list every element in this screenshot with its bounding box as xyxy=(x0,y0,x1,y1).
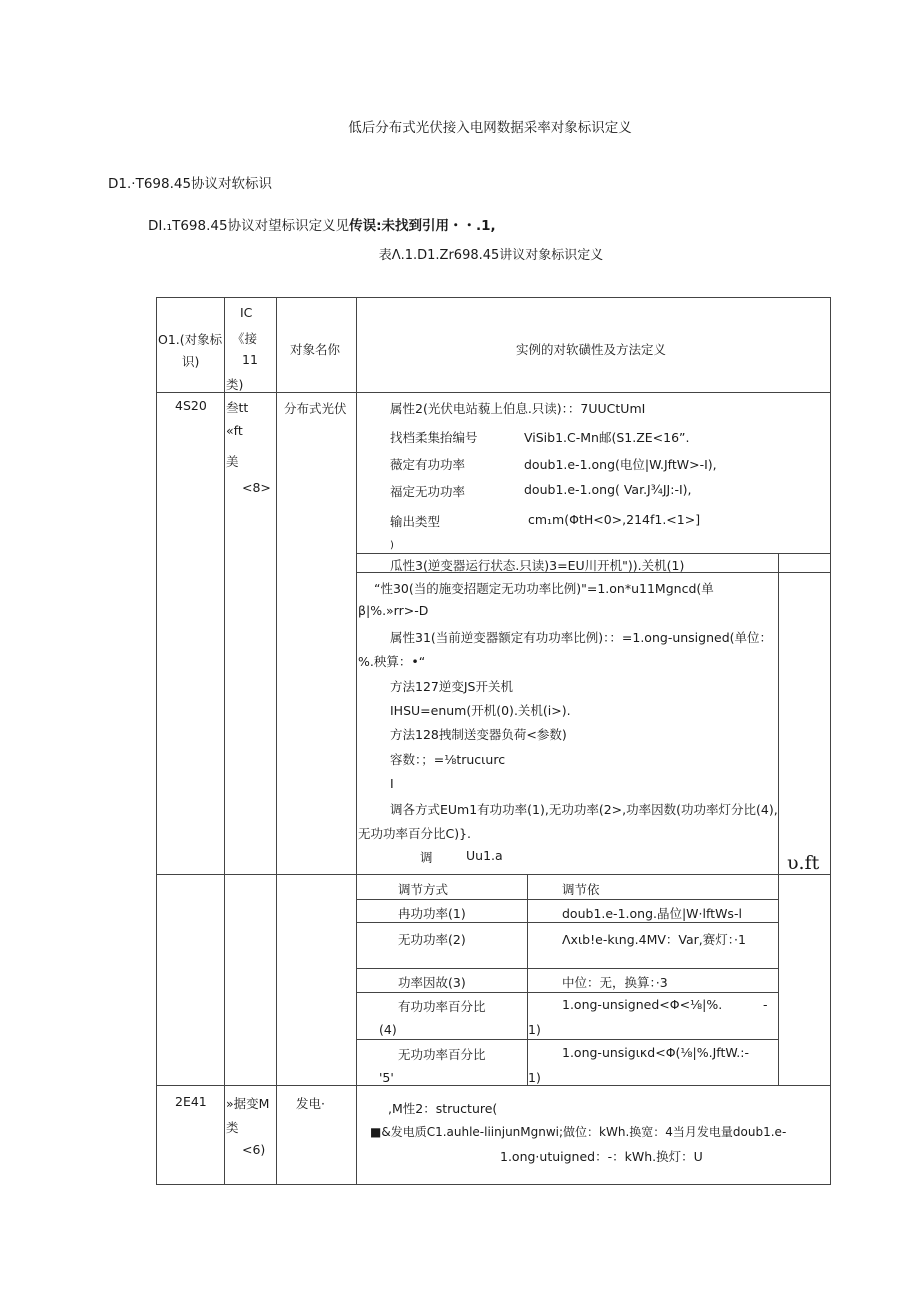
table-border-right xyxy=(830,297,831,1185)
page-title: 低后分布式光伏接入电网数据采率对象标识定义 xyxy=(348,120,632,136)
row2-ic-line1: »据变M xyxy=(226,1096,270,1111)
row1-ic-line4: <8> xyxy=(242,480,271,495)
subtable-method: 功率因故(3) xyxy=(398,975,466,990)
section-heading: D1.·T698.45协议对软标识 xyxy=(108,176,273,192)
subtable-method: 无功功率百分比 xyxy=(398,1047,486,1062)
subtable-rule-4 xyxy=(356,992,778,993)
header-oi-line2: 识) xyxy=(182,354,200,369)
attr3-top-rule xyxy=(356,553,831,554)
reference-error: 传误:未找到引用・・.1, xyxy=(349,218,496,234)
table-border-top xyxy=(156,297,831,298)
subtable-method: 无功功率(2) xyxy=(398,932,466,947)
subtable-value: 1.ong-unsigned<Φ<⅛|%. xyxy=(562,997,723,1012)
row2-oi: 2E41 xyxy=(175,1094,207,1109)
subtable-rule-2 xyxy=(356,922,778,923)
detail-line: 容数：；=⅛trucιurc xyxy=(390,752,506,767)
side-col-top xyxy=(778,553,779,573)
header-definition: 实例的对软磺性及方法定义 xyxy=(516,342,667,357)
adjust-value: Uu1.a xyxy=(466,848,503,863)
detail-line: 调各方式EUm1有功功率(1),无功功率(2>,功率因数(功功率灯分比(4), xyxy=(390,802,778,817)
header-oi-line1: O1.(对象标 xyxy=(158,332,223,347)
subtable-value-end: - xyxy=(763,997,768,1012)
row1-attr3: 瓜性3(逆变器运行状态.只读)3=EU川开机")).关机(1) xyxy=(390,558,685,573)
subtable-method: 有功功率百分比 xyxy=(398,999,486,1014)
subtable-rule-5 xyxy=(356,1039,778,1040)
col-divider-2 xyxy=(276,297,277,1185)
row2-object-name: 发电· xyxy=(296,1096,325,1111)
subtable-value: 1.ong-unsigικd<Φ(⅛|%.JftW.:- xyxy=(562,1045,749,1060)
field-value: cm₁m(ΦtH<0>,214f1.<1>] xyxy=(528,512,701,527)
table-border-bottom xyxy=(156,1184,831,1185)
row-divider-1 xyxy=(156,874,831,875)
side-col-divider xyxy=(778,572,779,874)
subtable-right-border xyxy=(778,874,779,1086)
row1-object-name: 分布式光伏 xyxy=(284,401,347,416)
field-value: doub1.e-1.ong( Var.J¾JJ:-I), xyxy=(524,482,692,497)
row-divider-2 xyxy=(156,1085,831,1086)
intro-text: DI.₁T698.45协议对望标识定义见 xyxy=(148,218,350,234)
subtable-value-extra: 1) xyxy=(528,1022,541,1037)
detail-line: I xyxy=(390,776,394,791)
detail-line: “性30(当的施变招题定无功功率比例)"=1.on*u11Mgncd(单 xyxy=(374,581,714,596)
subtable-value: Λxιb!e-kιng.4MV：Var,赛灯：·1 xyxy=(562,932,746,947)
subtable-method-extra: '5' xyxy=(379,1070,394,1085)
intro-paragraph xyxy=(148,214,496,234)
col-divider-3 xyxy=(356,297,357,1185)
row1-attr2-title: 属性2(光伏电站藐上伯息.只读)：：7UUCtUmI xyxy=(390,401,646,416)
detail-line: %.秧算：•“ xyxy=(358,654,426,669)
subtable-header-basis: 调节依 xyxy=(562,882,600,897)
header-ic-line2: 《接 xyxy=(232,331,258,346)
close-paren: ) xyxy=(390,540,394,551)
detail-line: 属性31(当前逆变器额定有功功率比例)：：=1.ong-unsigned(单位： xyxy=(390,630,773,645)
header-ic-line3: 11 xyxy=(242,352,258,367)
subtable-col-divider xyxy=(527,874,528,1086)
table-caption: 表Λ.1.D1.Zr698.45讲议对象标识定义 xyxy=(378,248,604,263)
header-row-divider xyxy=(156,392,831,393)
subtable-value-extra: 1) xyxy=(528,1070,541,1085)
field-label: 福定无功功率 xyxy=(390,484,466,499)
col-divider-1 xyxy=(224,297,225,1185)
adjust-label: 调 xyxy=(420,850,433,865)
row2-line: ,M性2：structure( xyxy=(388,1101,498,1116)
row1-ic-line2: «ft xyxy=(226,423,243,438)
subtable-value: doub1.e-1.ong.晶位|W·lftWs-l xyxy=(562,906,742,921)
subtable-rule-3 xyxy=(356,968,778,969)
subtable-rule-1 xyxy=(356,899,778,900)
side-mark: υ.ft xyxy=(787,852,820,874)
table-border-left xyxy=(156,297,157,1185)
field-label: 输出类型 xyxy=(390,514,441,529)
header-ic-line1: IC xyxy=(240,305,253,320)
field-value: doub1.e-1.ong(电位|W.JftW>-I), xyxy=(524,457,717,472)
field-label: 找档柔集抬编号 xyxy=(390,430,478,445)
detail-line: β|%.»rr>-D xyxy=(358,603,429,618)
row2-ic-line3: <6) xyxy=(242,1142,266,1157)
header-ic-line4: 类) xyxy=(226,377,244,392)
row2-line: ■&发电质C1.auhle-liinjunMgnwi;做位：kWh.换宽：4当月发电量doub1.e- xyxy=(370,1125,787,1139)
subtable-value: 中位：无，换算：·3 xyxy=(562,975,668,990)
row2-ic-line2: 类 xyxy=(226,1120,239,1135)
subtable-method: 冉功功率(1) xyxy=(398,906,466,921)
detail-line: 方法127逆变JS开关机 xyxy=(390,679,513,694)
detail-line: 方法128拽制送变器负荷<参数) xyxy=(390,727,567,742)
field-label: 薇定有功功率 xyxy=(390,457,466,472)
row1-ic-line3: 美 xyxy=(226,454,239,469)
field-value: ViSib1.C-Mn邮(S1.ZE<16”. xyxy=(524,430,690,445)
detail-line: IHSU=enum(开机(0).关机(i>). xyxy=(390,703,571,718)
row1-ic-line1: 叁tt xyxy=(226,400,249,415)
row2-line: 1.ong·utuigned：-：kWh.换灯：U xyxy=(500,1149,703,1164)
row1-oi: 4S20 xyxy=(175,398,207,413)
detail-line: 无功功率百分比C)}. xyxy=(358,826,472,841)
subtable-header-method: 调节方式 xyxy=(398,882,449,897)
subtable-method-extra: (4) xyxy=(379,1022,397,1037)
header-name: 对象名你 xyxy=(290,342,341,357)
